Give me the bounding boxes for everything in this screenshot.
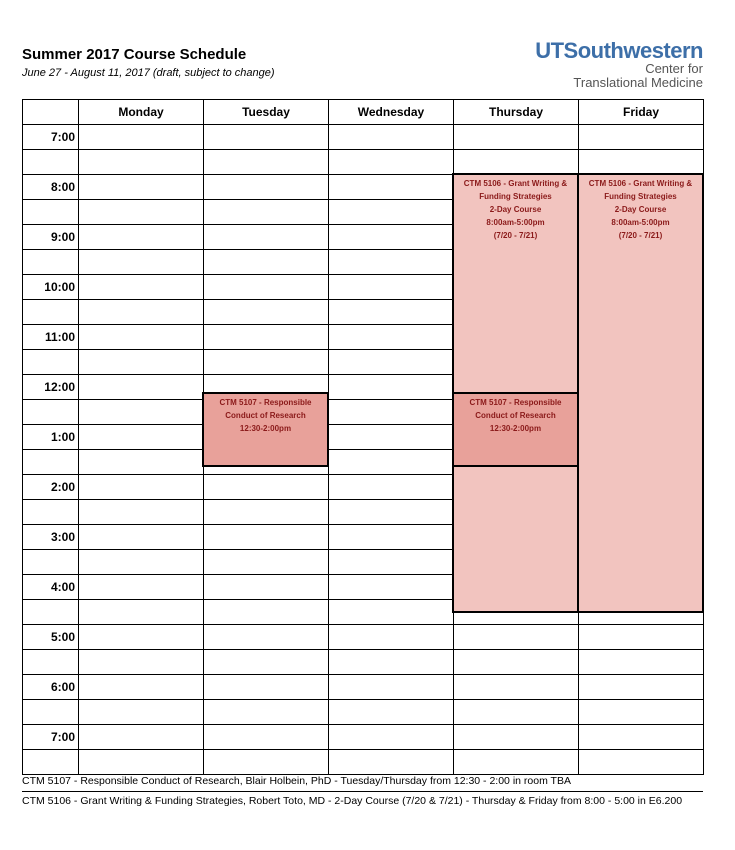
time-row xyxy=(23,650,704,675)
schedule-cell xyxy=(79,700,204,725)
schedule-cell xyxy=(79,200,204,225)
event-rcr-tuesday xyxy=(202,392,329,467)
schedule-cell xyxy=(79,175,204,200)
schedule-cell xyxy=(579,625,704,650)
schedule-cell xyxy=(204,700,329,725)
time-row xyxy=(23,675,704,700)
schedule-cell xyxy=(329,400,454,425)
schedule-cell xyxy=(204,275,329,300)
schedule-cell xyxy=(204,250,329,275)
event-line: CTM 5106 - Grant Writing & xyxy=(463,179,568,188)
time-label: 7:00 xyxy=(23,125,79,150)
schedule-cell xyxy=(204,750,329,775)
schedule-cell xyxy=(329,625,454,650)
schedule-cell xyxy=(329,350,454,375)
time-label: 7:00 xyxy=(23,725,79,750)
time-label: 11:00 xyxy=(23,325,79,350)
schedule-cell xyxy=(79,350,204,375)
schedule-cell xyxy=(579,125,704,150)
schedule-cell xyxy=(79,625,204,650)
schedule-cell xyxy=(204,550,329,575)
time-half-cell xyxy=(23,250,79,275)
schedule-cell xyxy=(79,250,204,275)
time-half-cell xyxy=(23,200,79,225)
schedule-cell xyxy=(204,300,329,325)
schedule-cell xyxy=(454,125,579,150)
schedule-cell xyxy=(329,125,454,150)
schedule-cell xyxy=(454,625,579,650)
event-line: Funding Strategies xyxy=(604,192,677,201)
time-label: 12:00 xyxy=(23,375,79,400)
schedule-cell xyxy=(329,250,454,275)
schedule-cell xyxy=(329,425,454,450)
event-line: 2-Day Course xyxy=(614,205,667,214)
schedule-cell xyxy=(204,200,329,225)
schedule-cell xyxy=(579,650,704,675)
schedule-cell xyxy=(329,475,454,500)
event-line: Conduct of Research xyxy=(475,411,556,420)
time-label: 1:00 xyxy=(23,425,79,450)
schedule-cell xyxy=(329,175,454,200)
logo-main-text: UTSouthwestern xyxy=(535,38,703,63)
schedule-cell xyxy=(454,150,579,175)
schedule-cell xyxy=(79,525,204,550)
event-line: CTM 5107 - Responsible xyxy=(469,398,562,407)
event-line: (7/20 - 7/21) xyxy=(493,231,538,240)
schedule-cell xyxy=(79,725,204,750)
footer-note-grant: CTM 5106 - Grant Writing & Funding Strategies, Robert Toto, MD - 2-Day Course (7/20 & 7/21) - Thursday & Friday from 8:00 - 5:00 in E6.200 xyxy=(22,795,683,807)
schedule-cell xyxy=(204,225,329,250)
time-half-cell xyxy=(23,550,79,575)
schedule-cell xyxy=(329,525,454,550)
time-half-cell xyxy=(23,700,79,725)
schedule-cell xyxy=(329,600,454,625)
time-half-cell xyxy=(23,600,79,625)
schedule-cell xyxy=(329,750,454,775)
logo-line-1: Center for xyxy=(645,61,703,76)
schedule-cell xyxy=(79,475,204,500)
time-label: 5:00 xyxy=(23,625,79,650)
day-header-row xyxy=(23,100,704,125)
schedule-cell xyxy=(79,450,204,475)
time-label: 2:00 xyxy=(23,475,79,500)
day-header-tuesday: Tuesday xyxy=(204,100,329,125)
time-half-cell xyxy=(23,350,79,375)
event-line: CTM 5107 - Responsible xyxy=(219,398,312,407)
time-half-cell xyxy=(23,400,79,425)
time-half-cell xyxy=(23,650,79,675)
schedule-cell xyxy=(79,650,204,675)
schedule-cell xyxy=(579,750,704,775)
schedule-cell xyxy=(329,500,454,525)
event-grant-writing-friday xyxy=(577,173,704,613)
schedule-cell xyxy=(79,425,204,450)
schedule-cell xyxy=(329,725,454,750)
schedule-cell xyxy=(454,750,579,775)
logo-line-2: Translational Medicine xyxy=(573,75,703,90)
time-row xyxy=(23,750,704,775)
schedule-cell xyxy=(579,700,704,725)
event-line: 12:30-2:00pm xyxy=(239,424,292,433)
schedule-cell xyxy=(79,275,204,300)
schedule-cell xyxy=(329,200,454,225)
schedule-cell xyxy=(79,575,204,600)
schedule-cell xyxy=(79,750,204,775)
schedule-cell xyxy=(204,175,329,200)
schedule-cell xyxy=(329,700,454,725)
page-title: Summer 2017 Course Schedule xyxy=(22,46,247,63)
corner-cell xyxy=(23,100,79,125)
event-line: 2-Day Course xyxy=(489,205,542,214)
time-half-cell xyxy=(23,300,79,325)
schedule-cell xyxy=(79,325,204,350)
event-line: CTM 5106 - Grant Writing & xyxy=(588,179,693,188)
time-label: 4:00 xyxy=(23,575,79,600)
schedule-cell xyxy=(79,225,204,250)
schedule-cell xyxy=(329,300,454,325)
schedule-cell xyxy=(454,700,579,725)
schedule-cell xyxy=(204,575,329,600)
schedule-cell xyxy=(204,675,329,700)
event-line: Conduct of Research xyxy=(225,411,306,420)
day-header-friday: Friday xyxy=(579,100,704,125)
schedule-cell xyxy=(204,625,329,650)
schedule-cell xyxy=(329,150,454,175)
schedule-cell xyxy=(329,275,454,300)
schedule-cell xyxy=(329,375,454,400)
event-line: 8:00am-5:00pm xyxy=(486,218,545,227)
schedule-cell xyxy=(204,500,329,525)
time-half-cell xyxy=(23,150,79,175)
time-row xyxy=(23,700,704,725)
schedule-cell xyxy=(204,125,329,150)
schedule-cell xyxy=(204,525,329,550)
schedule-cell xyxy=(454,675,579,700)
schedule-cell xyxy=(454,725,579,750)
schedule-cell xyxy=(579,725,704,750)
schedule-cell xyxy=(79,675,204,700)
time-label: 9:00 xyxy=(23,225,79,250)
time-label: 8:00 xyxy=(23,175,79,200)
day-header-monday: Monday xyxy=(79,100,204,125)
schedule-cell xyxy=(329,225,454,250)
schedule-cell xyxy=(329,450,454,475)
schedule-cell xyxy=(204,325,329,350)
schedule-cell xyxy=(329,675,454,700)
schedule-cell xyxy=(329,550,454,575)
schedule-cell xyxy=(579,150,704,175)
event-line: 12:30-2:00pm xyxy=(489,424,542,433)
event-line: (7/20 - 7/21) xyxy=(618,231,663,240)
schedule-cell xyxy=(329,650,454,675)
day-header-thursday: Thursday xyxy=(454,100,579,125)
page-subtitle: June 27 - August 11, 2017 (draft, subject to change) xyxy=(22,67,275,79)
schedule-cell xyxy=(79,125,204,150)
schedule-cell xyxy=(204,350,329,375)
footer-divider xyxy=(22,791,703,792)
schedule-cell xyxy=(79,600,204,625)
time-half-cell xyxy=(23,750,79,775)
day-header-wednesday: Wednesday xyxy=(329,100,454,125)
schedule-cell xyxy=(204,150,329,175)
schedule-cell xyxy=(204,725,329,750)
time-half-cell xyxy=(23,500,79,525)
schedule-cell xyxy=(79,500,204,525)
event-line: 8:00am-5:00pm xyxy=(611,218,670,227)
time-label: 10:00 xyxy=(23,275,79,300)
schedule-cell xyxy=(204,475,329,500)
schedule-cell xyxy=(329,325,454,350)
schedule-cell xyxy=(79,400,204,425)
time-half-cell xyxy=(23,450,79,475)
time-row xyxy=(23,725,704,750)
schedule-cell xyxy=(329,575,454,600)
schedule-cell xyxy=(79,150,204,175)
schedule-cell xyxy=(79,300,204,325)
time-row xyxy=(23,150,704,175)
event-line: Funding Strategies xyxy=(479,192,552,201)
time-label: 3:00 xyxy=(23,525,79,550)
time-label: 6:00 xyxy=(23,675,79,700)
event-rcr-thursday xyxy=(452,392,579,467)
schedule-cell xyxy=(79,550,204,575)
ut-southwestern-logo xyxy=(535,40,703,90)
footer-note-rcr: CTM 5107 - Responsible Conduct of Research, Blair Holbein, PhD - Tuesday/Thursday from 12:30 - 2:00 in room TBA xyxy=(22,775,571,787)
schedule-cell xyxy=(454,650,579,675)
schedule-cell xyxy=(204,600,329,625)
time-row xyxy=(23,625,704,650)
schedule-cell xyxy=(579,675,704,700)
schedule-cell xyxy=(79,375,204,400)
time-row xyxy=(23,125,704,150)
schedule-cell xyxy=(204,650,329,675)
